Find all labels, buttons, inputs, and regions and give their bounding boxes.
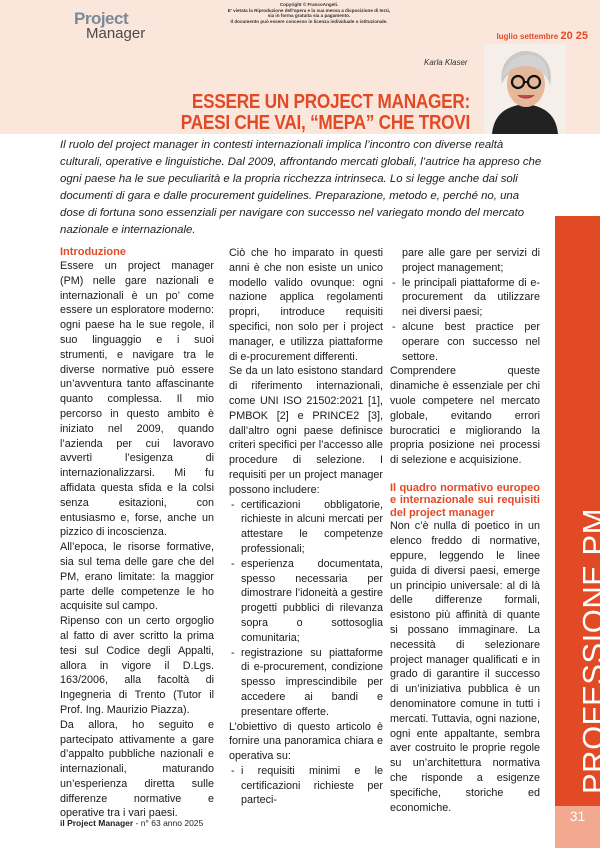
copyright-line: sia in forma gratuita sia a pagamento.: [267, 13, 351, 19]
paragraph: Essere un project manager (PM) nelle gare nazionali e internazionali è un po’ come essere un esploratore moderno: ogni paese ha le sue regole, il suo linguaggio e i suoi strumenti, e navigare tra le diverse normative può essere un’avventura tanto affascinante quanto complessa. Il mio percorso in questo ambito è iniziato nel 2009, quando l’azienda per cui lavoravo avvertì l’esigenza di internazionalizzarsi. Mi fu affidata questa sfida e la colsi senza esitazioni, con entusiasmo e, forse, anche un pizzico di incoscienza.: [60, 260, 214, 539]
copyright-line: Copyright © FrancoAngeli.: [279, 2, 339, 7]
section-heading-introduzione: Introduzione: [60, 246, 126, 258]
page-footer: [60, 818, 203, 828]
list-item-continuation: pare alle gare per servizi di project management;: [402, 247, 540, 274]
column-1: [60, 246, 214, 821]
objectives-list-cont: [390, 276, 540, 365]
project-manager-logo: [74, 10, 164, 40]
paragraph: Ciò che ho imparato in questi anni è che non esiste un unico modello valido ovunque: ogni nazione applica regolamenti propri, introduce requisiti specifici, non solo per i project manager, e utilizza piattaforme di e-procurement differenti.: [229, 247, 383, 363]
magazine-name: il Project Manager: [60, 818, 134, 828]
issue-number: - n° 63 anno 2025: [133, 818, 204, 828]
requirements-list: [229, 498, 383, 720]
column-3: [390, 246, 540, 815]
list-item: - i requisiti minimi e le certificazioni richieste per parteci-: [229, 764, 383, 808]
page-header: [0, 0, 600, 42]
title-line-2: PAESI CHE VAI, “MEPA” CHE TROVI: [180, 112, 471, 134]
objectives-list: [229, 764, 383, 808]
article-abstract: Il ruolo del project manager in contesti internazionali implica l’incontro con diverse realtà culturali, operative e linguistiche. Dal 2009, affrontando mercati globali, l’autrice ha appreso che ogni paese ha le sue peculiarità e la propria ricchezza intrinseca. Lo si legge anche dai soli documenti di gara e dalle procurement guidelines. Preparazione, metodo e, perché no, una dose di fortuna sono essenziali per navigare con successo nel variegato mondo del mercato nazionale e internazionale.: [60, 139, 542, 236]
list-item: - esperienza documentata, spesso necessaria per dimostrare l’idoneità a gestire progetti pubblici di rilevanza sopra o sottosoglia comunitaria;: [229, 557, 383, 646]
issue-date: [496, 30, 588, 42]
logo-bottom-text: Manager: [86, 25, 146, 42]
logo-top-text: Project: [74, 9, 129, 28]
author-name: Karla Klaser: [424, 58, 468, 67]
paragraph: All’epoca, le risorse formative, sia sul tema delle gare che del PM, erano limitate: la maggior parte delle competenze le ho acquisite sul campo.: [60, 541, 214, 613]
section-label: PROFESSIONE PM: [576, 507, 611, 794]
paragraph: Se da un lato esistono standard di riferimento internazionali, come UNI ISO 21502:2021 [1], PMBOK [2] e PRINCE2 [3], dall’altro ogni paese definisce criteri specifici per l’accesso alle procedure di selezione. I requisiti per un project manager possono includere:: [229, 365, 383, 496]
column-2: [229, 246, 383, 808]
paragraph: Da allora, ho seguito e partecipato attivamente a gare d’appalto pubbliche nazionali e internazionali, maturando un’esperienza diretta sulle differenze normative e operative tra i vari paesi.: [60, 718, 214, 820]
copyright-line: E' vietata la Riproduzione dell'opera e la sua messa a disposizione di terzi,: [227, 7, 391, 13]
section-heading-quadro-normativo: Il quadro normativo europeo e internazionale sui requisiti del project manager: [390, 481, 540, 519]
copyright-line: Il documento può essere concesso in licenza individuale o istituzionale.: [230, 18, 388, 24]
article-title: [169, 92, 470, 134]
page-number-box: [555, 806, 600, 848]
paragraph: L’obiettivo di questo articolo è fornire una panoramica chiara e operativa su:: [229, 720, 383, 763]
list-item: - registrazione su piattaforme di e-procurement, condizione spesso imprescindibile per accedere ai bandi e presentare offerte.: [229, 646, 383, 720]
list-item: - le principali piattaforme di e-procurement da utilizzare nei diversi paesi;: [390, 276, 540, 320]
author-photo: [484, 44, 566, 134]
paragraph: Ripenso con un certo orgoglio al fatto di aver scritto la prima tesi sul Codice degli Appalti, allora in vigore il D.Lgs. 163/2006, alla facoltà di Ingegneria di Trento (Tutor il Prof. Ing. Maurizio Piazza).: [60, 615, 214, 716]
issue-year: 20 25: [560, 30, 588, 42]
list-item: - certificazioni obbligatorie, richieste in alcuni mercati per attestare le competenze professionali;: [229, 498, 383, 557]
paragraph: Non c’è nulla di poetico in un elenco freddo di normative, eppure, leggendo le linee guida di diversi paesi, emerge un principio universale: al di là delle differenze formali, esistono più affinità di quante si possano immaginare. La necessità di selezionare project manager qualificati e in grado di garantire il successo di un’iniziativa pubblica è un denominatore comune in tutti i mercati. Tuttavia, ogni nazione, ogni ente appaltante, sembra aver costruito le proprie regole su un’architettura normativa che risponde a esigenze specifiche, storiche ed economiche.: [390, 520, 540, 814]
page-number: 31: [569, 808, 586, 824]
issue-months: luglio settembre: [496, 32, 559, 41]
section-sidebar: [555, 216, 611, 806]
list-item: - alcune best practice per operare con successo nel settore.: [390, 320, 540, 364]
title-line-1: ESSERE UN PROJECT MANAGER:: [191, 91, 470, 113]
copyright-notice: [184, 2, 434, 24]
paragraph: Comprendere queste dinamiche è essenziale per chi vuole competere nel mercato globale, evitando errori burocratici e migliorando la propria posizione nei processi di selezione e acquisizione.: [390, 365, 540, 467]
